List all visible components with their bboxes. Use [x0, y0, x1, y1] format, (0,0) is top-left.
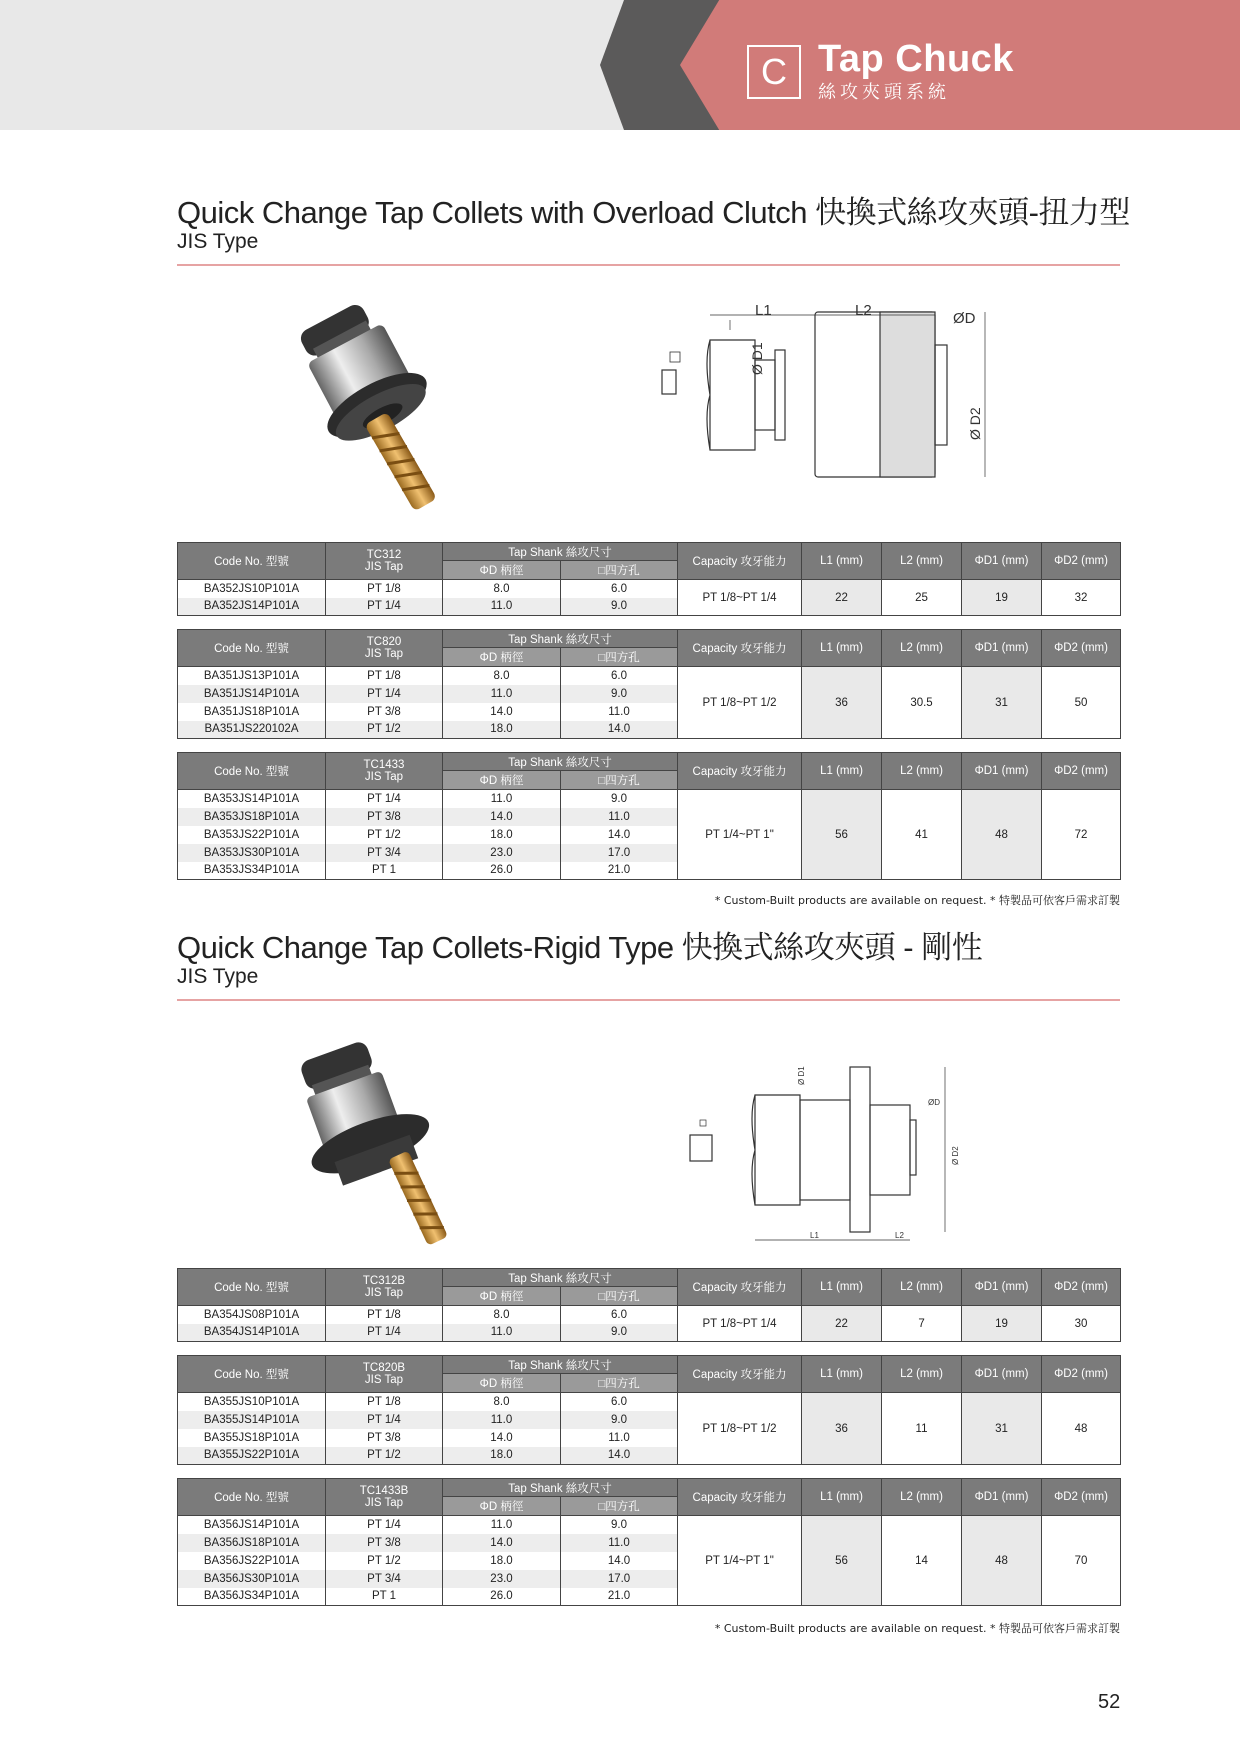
- spec-table-tc820: [177, 629, 1121, 739]
- th-l1: L1 (mm): [802, 1356, 882, 1393]
- th-d1: ΦD1 (mm): [962, 1356, 1042, 1393]
- capacity-cell: PT 1/8~PT 1/4: [678, 1306, 802, 1342]
- th-l2: L2 (mm): [882, 630, 962, 667]
- table-row: BA356JS34P101A PT 1 26.0 21.0: [178, 1588, 1121, 1606]
- th-code: Code No. 型號: [178, 1356, 326, 1393]
- table-row: BA353JS34P101A PT 1 26.0 21.0: [178, 862, 1121, 880]
- dim-d1: Ø D1: [749, 342, 765, 375]
- rigid-collet-photo: [300, 1030, 530, 1250]
- th-shank: Tap Shank 絲攻尺寸: [443, 630, 678, 648]
- table-row: BA351JS13P101A PT 1/8 8.0 6.0 PT 1/8~PT 1/2 36 30.5 31 50: [178, 667, 1121, 685]
- th-capacity: Capacity 攻牙能力: [678, 543, 802, 580]
- th-shank: Tap Shank 絲攻尺寸: [443, 1356, 678, 1374]
- capacity-cell: PT 1/4~PT 1": [678, 1516, 802, 1606]
- th-sq: □四方孔: [561, 1287, 678, 1306]
- dim-l1: L1: [755, 302, 772, 319]
- table-row: BA355JS14P101A PT 1/4 11.0 9.0: [178, 1411, 1121, 1429]
- th-d1: ΦD1 (mm): [962, 630, 1042, 667]
- th-l1: L1 (mm): [802, 1479, 882, 1516]
- th-l1: L1 (mm): [802, 630, 882, 667]
- table-row: BA356JS14P101A PT 1/4 11.0 9.0 PT 1/4~PT 1" 56 14 48 70: [178, 1516, 1121, 1534]
- table-row: BA351JS220102A PT 1/2 18.0 14.0: [178, 721, 1121, 739]
- th-sq: □四方孔: [561, 1374, 678, 1393]
- th-code: Code No. 型號: [178, 753, 326, 790]
- table-row: BA354JS14P101A PT 1/4 11.0 9.0: [178, 1324, 1121, 1342]
- th-model: TC820B JIS Tap: [326, 1356, 443, 1393]
- th-capacity: Capacity 攻牙能力: [678, 1479, 802, 1516]
- dim-l2: L2: [895, 1231, 904, 1240]
- table-row: BA356JS30P101A PT 3/4 23.0 17.0: [178, 1570, 1121, 1588]
- th-model: TC1433 JIS Tap: [326, 753, 443, 790]
- table-row: BA351JS18P101A PT 3/8 14.0 11.0: [178, 703, 1121, 721]
- dim-d2: Ø D2: [967, 407, 983, 440]
- th-d1: ΦD1 (mm): [962, 1479, 1042, 1516]
- th-dia: ΦD 柄徑: [443, 771, 561, 790]
- th-code: Code No. 型號: [178, 543, 326, 580]
- th-l2: L2 (mm): [882, 753, 962, 790]
- th-l2: L2 (mm): [882, 1269, 962, 1306]
- spec-table-tc820b: [177, 1355, 1121, 1465]
- dim-l2: L2: [855, 302, 872, 319]
- custom-note-1: * Custom-Built products are available on request. * 特製品可依客戶需求訂製: [714, 894, 1120, 907]
- th-dia: ΦD 柄徑: [443, 648, 561, 667]
- th-l2: L2 (mm): [882, 1356, 962, 1393]
- spec-table-tc1433: [177, 752, 1121, 880]
- table-row: BA352JS10P101A PT 1/8 8.0 6.0 PT 1/8~PT 1/4 22 25 19 32: [178, 580, 1121, 598]
- dim-l1: L1: [810, 1231, 819, 1240]
- dim-d2: Ø D2: [951, 1146, 960, 1165]
- clutch-collet-drawing: [650, 300, 1010, 500]
- th-code: Code No. 型號: [178, 630, 326, 667]
- th-dia: ΦD 柄徑: [443, 1374, 561, 1393]
- th-l2: L2 (mm): [882, 543, 962, 580]
- table-row: BA353JS18P101A PT 3/8 14.0 11.0: [178, 808, 1121, 826]
- capacity-cell: PT 1/4~PT 1": [678, 790, 802, 880]
- th-dia: ΦD 柄徑: [443, 561, 561, 580]
- spec-table-tc1433b: [177, 1478, 1121, 1606]
- th-dia: ΦD 柄徑: [443, 1287, 561, 1306]
- page-number: 52: [1098, 1691, 1121, 1713]
- th-d2: ΦD2 (mm): [1042, 630, 1121, 667]
- section2-title: Quick Change Tap Collets-Rigid Type 快換式絲攻夾頭 - 剛性: [177, 930, 983, 965]
- th-capacity: Capacity 攻牙能力: [678, 753, 802, 790]
- th-sq: □四方孔: [561, 648, 678, 667]
- table-row: BA355JS22P101A PT 1/2 18.0 14.0: [178, 1447, 1121, 1465]
- spec-table-tc312: [177, 542, 1121, 616]
- table-row: BA356JS18P101A PT 3/8 14.0 11.0: [178, 1534, 1121, 1552]
- spec-table-tc312b: [177, 1268, 1121, 1342]
- chapter-letter: C: [747, 45, 801, 99]
- th-d1: ΦD1 (mm): [962, 1269, 1042, 1306]
- th-shank: Tap Shank 絲攻尺寸: [443, 1479, 678, 1497]
- capacity-cell: PT 1/8~PT 1/4: [678, 580, 802, 616]
- chapter-title: Tap Chuck: [818, 38, 1014, 80]
- th-d2: ΦD2 (mm): [1042, 543, 1121, 580]
- th-sq: □四方孔: [561, 561, 678, 580]
- table-row: BA352JS14P101A PT 1/4 11.0 9.0: [178, 598, 1121, 616]
- dim-d: ØD: [928, 1098, 940, 1107]
- th-capacity: Capacity 攻牙能力: [678, 1356, 802, 1393]
- capacity-cell: PT 1/8~PT 1/2: [678, 667, 802, 739]
- section1-subtitle: JIS Type: [177, 230, 259, 253]
- th-model: TC312B JIS Tap: [326, 1269, 443, 1306]
- th-l2: L2 (mm): [882, 1479, 962, 1516]
- th-shank: Tap Shank 絲攻尺寸: [443, 1269, 678, 1287]
- section2-divider: [177, 999, 1120, 1001]
- table-row: BA351JS14P101A PT 1/4 11.0 9.0: [178, 685, 1121, 703]
- header-band-left: [0, 0, 640, 130]
- table-row: BA353JS30P101A PT 3/4 23.0 17.0: [178, 844, 1121, 862]
- section1-title: Quick Change Tap Collets with Overload Clutch 快換式絲攻夾頭-扭力型: [177, 195, 1130, 230]
- th-d2: ΦD2 (mm): [1042, 1269, 1121, 1306]
- custom-note-2: * Custom-Built products are available on request. * 特製品可依客戶需求訂製: [714, 1622, 1120, 1635]
- th-model: TC312 JIS Tap: [326, 543, 443, 580]
- th-l1: L1 (mm): [802, 1269, 882, 1306]
- th-d2: ΦD2 (mm): [1042, 1479, 1121, 1516]
- th-sq: □四方孔: [561, 771, 678, 790]
- th-l1: L1 (mm): [802, 753, 882, 790]
- chapter-subtitle: 絲攻夾頭系統: [818, 82, 950, 103]
- dim-d1: Ø D1: [797, 1066, 806, 1085]
- clutch-collet-photo: [280, 285, 510, 520]
- th-capacity: Capacity 攻牙能力: [678, 630, 802, 667]
- table-row: BA355JS10P101A PT 1/8 8.0 6.0 PT 1/8~PT 1/2 36 11 31 48: [178, 1393, 1121, 1411]
- table-row: BA353JS14P101A PT 1/4 11.0 9.0 PT 1/4~PT 1" 56 41 48 72: [178, 790, 1121, 808]
- table-row: BA355JS18P101A PT 3/8 14.0 11.0: [178, 1429, 1121, 1447]
- th-d1: ΦD1 (mm): [962, 753, 1042, 790]
- th-sq: □四方孔: [561, 1497, 678, 1516]
- table-row: BA356JS22P101A PT 1/2 18.0 14.0: [178, 1552, 1121, 1570]
- th-d2: ΦD2 (mm): [1042, 753, 1121, 790]
- section2-subtitle: JIS Type: [177, 965, 259, 988]
- capacity-cell: PT 1/8~PT 1/2: [678, 1393, 802, 1465]
- th-d1: ΦD1 (mm): [962, 543, 1042, 580]
- th-l1: L1 (mm): [802, 543, 882, 580]
- th-model: TC1433B JIS Tap: [326, 1479, 443, 1516]
- th-dia: ΦD 柄徑: [443, 1497, 561, 1516]
- th-model: TC820 JIS Tap: [326, 630, 443, 667]
- rigid-collet-drawing: [680, 1055, 980, 1245]
- th-shank: Tap Shank 絲攻尺寸: [443, 753, 678, 771]
- table-row: BA354JS08P101A PT 1/8 8.0 6.0 PT 1/8~PT 1/4 22 7 19 30: [178, 1306, 1121, 1324]
- th-d2: ΦD2 (mm): [1042, 1356, 1121, 1393]
- th-shank: Tap Shank 絲攻尺寸: [443, 543, 678, 561]
- th-capacity: Capacity 攻牙能力: [678, 1269, 802, 1306]
- dim-d: ØD: [953, 310, 976, 327]
- th-code: Code No. 型號: [178, 1269, 326, 1306]
- table-row: BA353JS22P101A PT 1/2 18.0 14.0: [178, 826, 1121, 844]
- th-code: Code No. 型號: [178, 1479, 326, 1516]
- section1-divider: [177, 264, 1120, 266]
